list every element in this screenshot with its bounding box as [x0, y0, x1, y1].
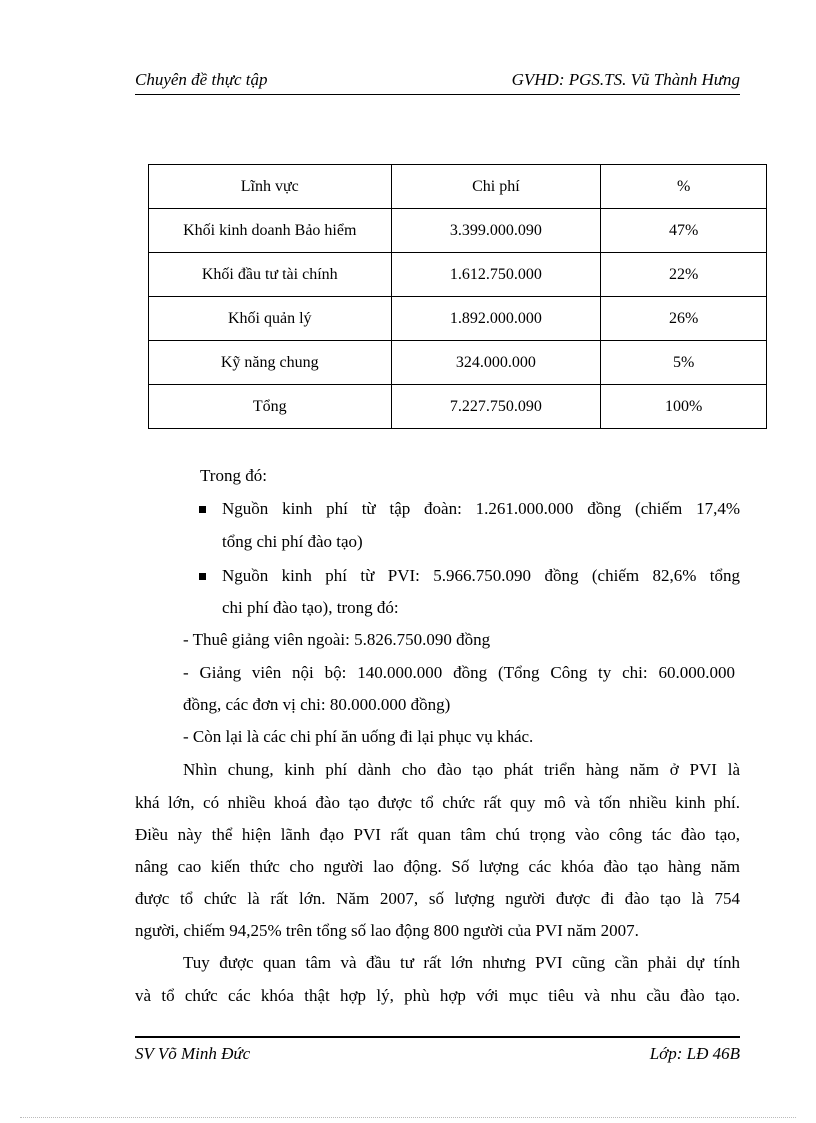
- footer-student: SV Võ Minh Đức: [135, 1044, 251, 1063]
- table-cell: 5%: [601, 341, 767, 385]
- table-cell: Khối quản lý: [149, 297, 392, 341]
- table-cell: 47%: [601, 209, 767, 253]
- page-header: [135, 66, 740, 95]
- page-edge-divider: [20, 1117, 796, 1118]
- dash-item-1: - Thuê giảng viên ngoài: 5.826.750.090 đồng: [183, 630, 491, 649]
- table-cell: 7.227.750.090: [391, 385, 601, 429]
- header-supervisor: GVHD: PGS.TS. Vũ Thành Hưng: [511, 70, 740, 89]
- footer-class: Lớp: LĐ 46B: [649, 1044, 740, 1063]
- table-cell: Khối đầu tư tài chính: [149, 253, 392, 297]
- table-cell: 1.892.000.000: [391, 297, 601, 341]
- bullet-1-line-1: Nguồn kinh phí từ tập đoàn: 1.261.000.000 đồng (chiếm 17,4%: [222, 499, 740, 518]
- table-cell: 324.000.000: [391, 341, 601, 385]
- table-cell: Khối kinh doanh Bảo hiểm: [149, 209, 392, 253]
- bullet-square-icon: [199, 506, 206, 513]
- table-row: [149, 341, 767, 385]
- column-header: %: [601, 165, 767, 209]
- column-header: Chi phí: [391, 165, 601, 209]
- column-header: Lĩnh vực: [149, 165, 392, 209]
- paragraph-1-line: khá lớn, có nhiều khoá đào tạo được tổ chức rất quy mô và tốn nhiều kinh phí.: [135, 793, 740, 812]
- paragraph-1-line: Điều này thể hiện lãnh đạo PVI rất quan tâm chú trọng vào công tác đào tạo,: [135, 825, 740, 844]
- paragraph-1-line: được tổ chức là rất lớn. Năm 2007, số lượng người được đi đào tạo là 754: [135, 889, 740, 908]
- intro-line: Trong đó:: [200, 466, 267, 485]
- table-cell: 22%: [601, 253, 767, 297]
- table-cell: Kỹ năng chung: [149, 341, 392, 385]
- table-row: [149, 253, 767, 297]
- paragraph-1-line: người, chiếm 94,25% trên tổng số lao động 800 người của PVI năm 2007.: [135, 921, 639, 940]
- paragraph-1-line: Nhìn chung, kinh phí dành cho đào tạo phát triển hàng năm ở PVI là: [183, 760, 740, 779]
- table-cell: 26%: [601, 297, 767, 341]
- cost-table: [148, 164, 767, 429]
- dash-item-3: - Còn lại là các chi phí ăn uống đi lại phục vụ khác.: [183, 727, 534, 746]
- paragraph-2-line: và tổ chức các khóa thật hợp lý, phù hợp với mục tiêu và nhu cầu đào tạo.: [135, 986, 740, 1005]
- dash-item-2-line-2: đồng, các đơn vị chi: 80.000.000 đồng): [183, 695, 451, 714]
- table-header-row: [149, 165, 767, 209]
- table-total-row: [149, 385, 767, 429]
- table-cell: 100%: [601, 385, 767, 429]
- bullet-square-icon: [199, 573, 206, 580]
- paragraph-2-line: Tuy được quan tâm và đầu tư rất lớn nhưng PVI cũng cần phải dự tính: [183, 953, 740, 972]
- bullet-2-line-1: Nguồn kinh phí từ PVI: 5.966.750.090 đồng (chiếm 82,6% tổng: [222, 566, 740, 585]
- table-row: [149, 297, 767, 341]
- table-cell: Tổng: [149, 385, 392, 429]
- table-cell: 1.612.750.000: [391, 253, 601, 297]
- bullet-1-line-2: tổng chi phí đào tạo): [222, 532, 363, 551]
- page-footer: [135, 1036, 740, 1068]
- paragraph-1-line: nâng cao kiến thức cho người lao động. Số lượng các khóa đào tạo hàng năm: [135, 857, 740, 876]
- dash-item-2-line-1: - Giảng viên nội bộ: 140.000.000 đồng (Tổng Công ty chi: 60.000.000: [183, 663, 735, 682]
- header-title: Chuyên đề thực tập: [135, 70, 268, 89]
- table-row: [149, 209, 767, 253]
- bullet-2-line-2: chi phí đào tạo), trong đó:: [222, 598, 399, 617]
- table-cell: 3.399.000.090: [391, 209, 601, 253]
